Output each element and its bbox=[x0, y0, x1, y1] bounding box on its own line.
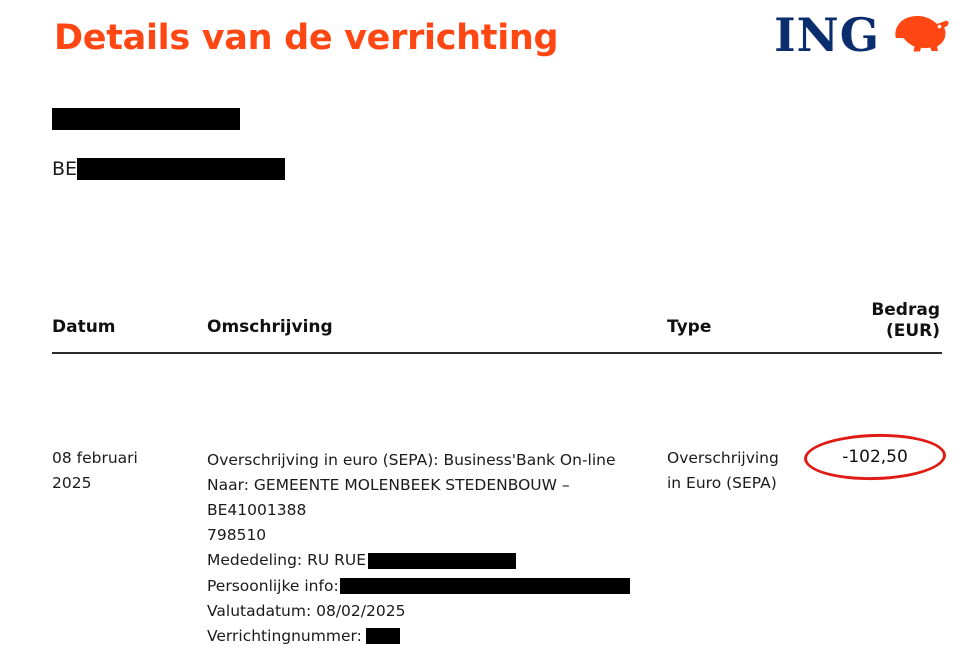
description-line1: Overschrijving in euro (SEPA): Business'Bank On-line bbox=[207, 451, 616, 469]
cell-description bbox=[207, 448, 647, 649]
redaction-bar bbox=[366, 628, 400, 644]
transactions-table bbox=[52, 278, 942, 645]
redaction-bar bbox=[368, 553, 516, 569]
brand-wordmark: ING bbox=[774, 8, 880, 62]
page-title: Details van de verrichting bbox=[54, 18, 559, 58]
header-divider bbox=[52, 352, 942, 354]
description-line2: Naar: GEMEENTE MOLENBEEK STEDENBOUW – BE41001388 bbox=[207, 476, 570, 520]
description-valutadatum: Valutadatum: 08/02/2025 bbox=[207, 601, 406, 620]
cell-amount bbox=[804, 434, 952, 484]
column-header-bedrag-line1: Bedrag bbox=[871, 299, 940, 320]
ing-logo bbox=[774, 8, 952, 62]
redaction-bar bbox=[340, 578, 630, 594]
column-header-datum: Datum bbox=[52, 316, 116, 337]
account-iban bbox=[52, 158, 285, 180]
ing-lion-icon bbox=[890, 8, 952, 62]
iban-prefix: BE bbox=[52, 158, 78, 180]
column-header-bedrag-line2: (EUR) bbox=[885, 320, 940, 341]
type-line2: in Euro (SEPA) bbox=[667, 474, 777, 493]
redaction-bar bbox=[77, 158, 285, 180]
date-line1: 08 februari bbox=[52, 449, 138, 467]
cell-date bbox=[52, 446, 192, 496]
date-line2: 2025 bbox=[52, 474, 92, 493]
column-header-bedrag bbox=[871, 300, 940, 343]
column-header-type: Type bbox=[667, 316, 712, 337]
redaction-bar bbox=[52, 108, 240, 130]
description-persoonlijke-info bbox=[207, 574, 647, 599]
description-line3: 798510 bbox=[207, 526, 267, 545]
description-mededeling bbox=[207, 548, 647, 573]
type-line1: Overschrijving bbox=[667, 449, 779, 467]
mededeling-label: Mededeling: RU RUE bbox=[207, 551, 367, 570]
account-holder-redacted bbox=[52, 108, 240, 130]
column-header-omschrijving: Omschrijving bbox=[207, 316, 333, 337]
amount-value: -102,50 bbox=[842, 447, 908, 467]
verrichtingnummer-label: Verrichtingnummer: bbox=[207, 626, 362, 645]
persoonlijke-info-label: Persoonlijke info: bbox=[207, 576, 339, 595]
description-verrichtingnummer bbox=[207, 624, 647, 649]
table-header-row bbox=[52, 278, 942, 350]
